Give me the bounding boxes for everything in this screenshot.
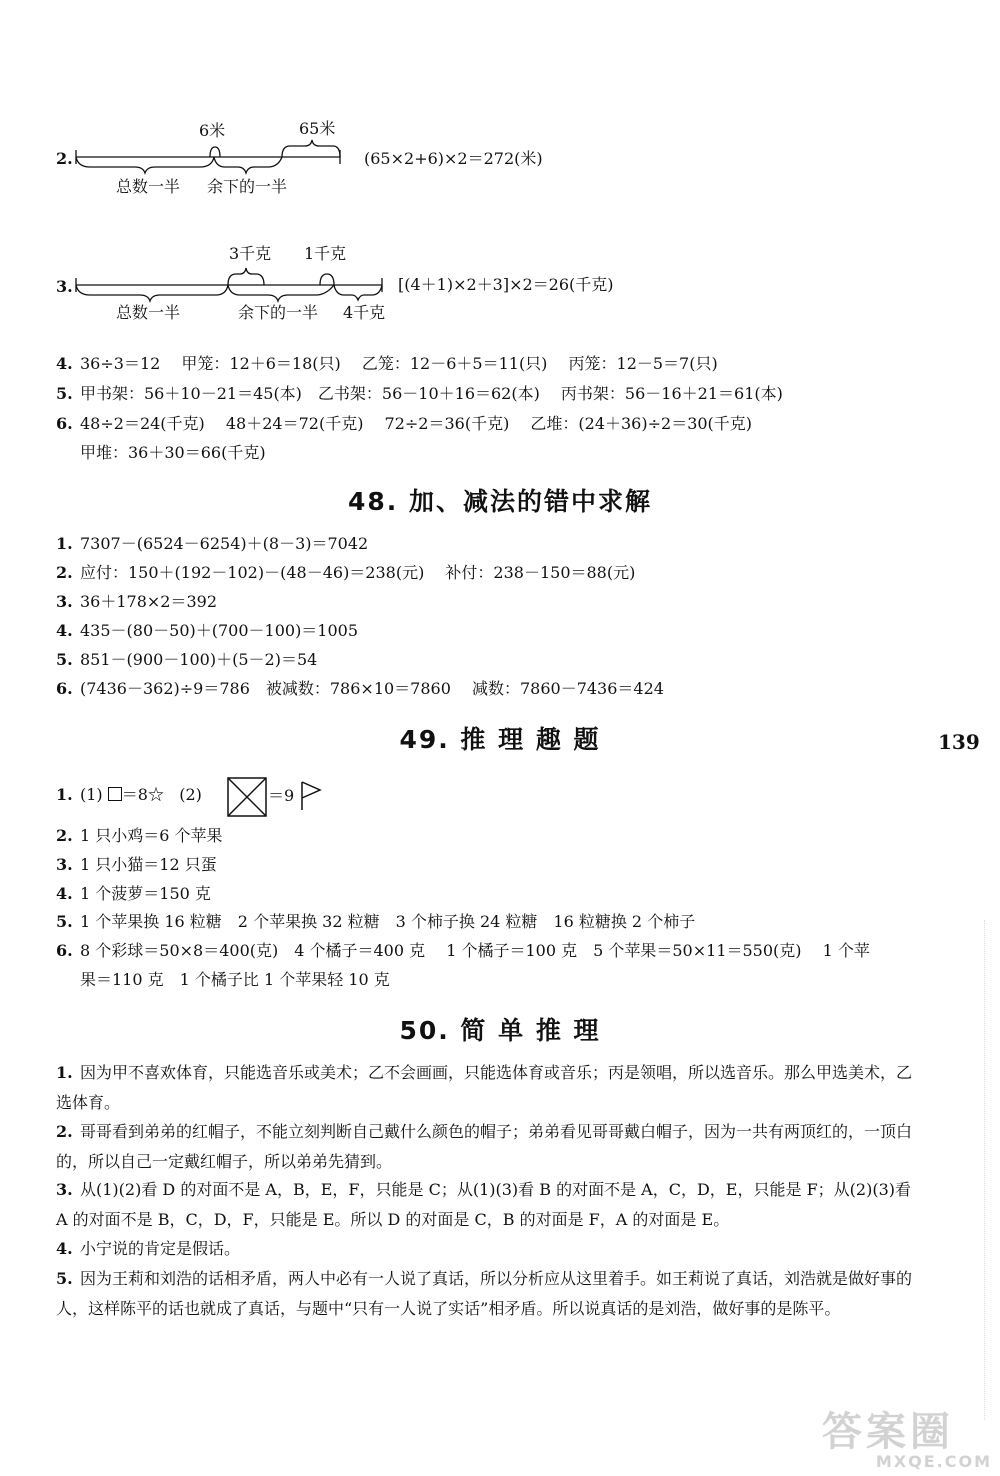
answer-line: 5. 851－(900－100)＋(5－2)＝54 [56, 650, 318, 669]
answer-line: 4. 1 个菠萝＝150 克 [56, 884, 211, 903]
diagram-label: 6米 [199, 121, 226, 140]
answer-line-cont: 甲堆：36＋30＝66(千克) [80, 443, 266, 462]
answer-line: 1. 7307－(6524－6254)＋(8－3)＝7042 [56, 534, 369, 553]
diagram-label: 65米 [299, 119, 336, 138]
answer-line: 2. 1 只小鸡＝6 个苹果 [56, 826, 223, 845]
section-title: 49. 推 理 趣 题 [399, 725, 601, 754]
watermark-logo: 答案圈 MXQE.COM [822, 1409, 992, 1471]
answer-line: 2. 应付：150＋(192－102)－(48－46)＝238(元) 补付：238－150＝88(元) [56, 563, 636, 582]
answer-line: 4. 36÷3＝12 甲笼：12＋6＝18(只) 乙笼：12－6＋5＝11(只) 丙笼：12－5＝7(只) [56, 354, 718, 373]
item-number: 3. [56, 277, 73, 296]
section-title: 50. 简 单 推 理 [399, 1016, 601, 1045]
answer-line: 6. (7436－362)÷9＝786 被减数：786×10＝7860 减数：7860－7436＝424 [56, 679, 664, 698]
diagram-label: 4千克 [343, 303, 386, 322]
formula: (65×2+6)×2＝272(米) [364, 149, 543, 168]
answer-line: 3. 36＋178×2＝392 [56, 592, 218, 611]
diagram-label: 3千克 [229, 244, 272, 263]
answer-paragraph: 4. 小宁说的肯定是假话。 [56, 1239, 241, 1258]
page-number: 139 [938, 730, 980, 754]
answer-line: 4. 435－(80－50)＋(700－100)＝1005 [56, 621, 359, 640]
answer-line-cont: 果＝110 克 1 个橘子比 1 个苹果轻 10 克 [80, 970, 390, 989]
answer-paragraph: 5. 因为王莉和刘浩的话相矛盾，两人中必有一人说了真话，所以分析应从这里着手。如王莉说了真话，刘浩就是做好事的人，这样陈平的话也就成了真话，与题中“只有一人说了实话”相矛盾。所以说真话的是刘浩，做好事的是陈平。 [56, 1269, 913, 1318]
answer-line: 1. (1) ＝8☆ (2) [56, 785, 202, 804]
diagram-label: 1千克 [304, 244, 347, 263]
diagram-label: 余下的一半 [238, 303, 319, 322]
answer-line: 5. 甲书架：56＋10－21＝45(本) 乙书架：56－10＋16＝62(本) 丙书架：56－16＋21＝61(本) [56, 384, 783, 403]
symbol-equation: ＝9 [268, 786, 295, 805]
answer-paragraph: 3. 从(1)(2)看 D 的对面不是 A，B，E，F，只能是 C；从(1)(3)看 B 的对面不是 A，C，D，E，只能是 F；从(2)(3)看 A 的对面不是 B，C，D，F，只能是 E。所以 D 的对面是 C，B 的对面是 F，A 的对面是 E。 [56, 1180, 912, 1229]
answer-line: 5. 1 个苹果换 16 粒糖 2 个苹果换 32 粒糖 3 个柿子换 24 粒糖 16 粒糖换 2 个柿子 [56, 912, 696, 931]
section-title: 48. 加、减法的错中求解 [348, 487, 652, 516]
item-number: 2. [56, 149, 73, 168]
answer-line: 6. 48÷2＝24(千克) 48＋24＝72(千克) 72÷2＝36(千克) 乙堆：(24＋36)÷2＝30(千克) [56, 414, 753, 433]
answer-line: 6. 8 个彩球＝50×8＝400(克) 4 个橘子＝400 克 1 个橘子＝100 克 5 个苹果＝50×11＝550(克) 1 个苹 [56, 941, 870, 960]
answer-line: 3. 1 只小猫＝12 只蛋 [56, 855, 217, 874]
formula: [(4＋1)×2＋3]×2＝26(千克) [398, 275, 614, 294]
diagram-label: 总数一半 [116, 303, 181, 322]
diagram-label: 余下的一半 [207, 177, 288, 196]
answer-paragraph: 1. 因为甲不喜欢体育，只能选音乐或美术；乙不会画画，只能选体育或音乐；丙是领唱，所以选音乐。那么甲选美术，乙选体育。 [56, 1063, 913, 1112]
answer-paragraph: 2. 哥哥看到弟弟的红帽子，不能立刻判断自己戴什么颜色的帽子；弟弟看见哥哥戴白帽子，因为一共有两顶红的，一顶白的，所以自己一定戴红帽子，所以弟弟先猜到。 [56, 1122, 913, 1171]
square-symbol-icon [108, 787, 122, 801]
diagram-label: 总数一半 [116, 177, 181, 196]
margin-guide [984, 920, 985, 1420]
